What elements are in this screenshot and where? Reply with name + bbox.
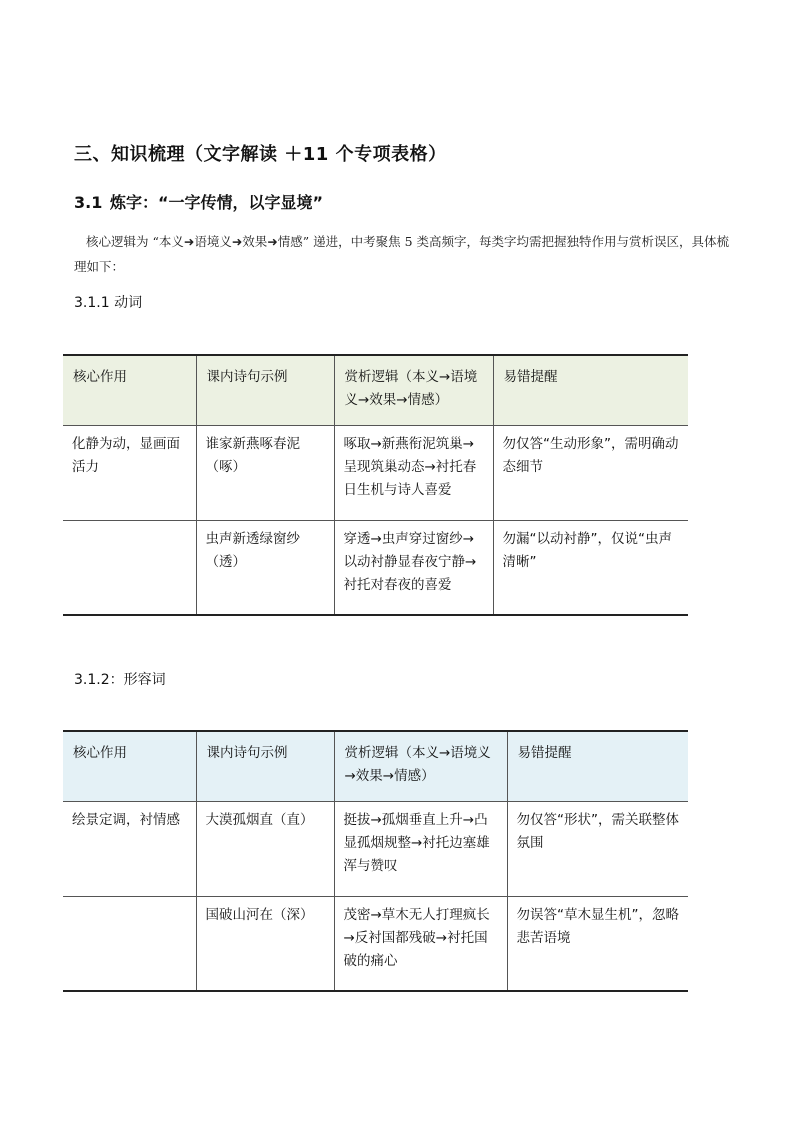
table-row (63, 801, 688, 896)
verb-table (63, 354, 688, 616)
header-mistake: 易错提醒 (507, 731, 688, 801)
header-analysis: 赏析逻辑（本义→语境义→效果→情感） (334, 355, 493, 425)
table-row (63, 520, 688, 615)
subsection-title: 炼字：“一字传情，以字显境” (110, 193, 324, 212)
cell-analysis: 穿透→虫声穿过窗纱→以动衬静显春夜宁静→衬托对春夜的喜爱 (334, 520, 493, 615)
header-example: 课内诗句示例 (196, 355, 334, 425)
cell-example: 大漠孤烟直（直） (196, 801, 334, 896)
section-heading: 三、知识梳理（文字解读 ＋11 个专项表格） (74, 144, 447, 165)
cell-core-role: 绘景定调，衬情感 (72, 811, 180, 828)
adjective-heading: 3.1.2：形容词 (74, 672, 166, 688)
table-header-row (63, 731, 688, 801)
subsection-number: 3.1 (74, 193, 103, 212)
cell-mistake: 勿仅答“生动形象”，需明确动态细节 (493, 425, 688, 520)
cell-core-role: 化静为动，显画面活力 (72, 435, 180, 475)
table-header-row (63, 355, 688, 425)
cell-example: 虫声新透绿窗纱（透） (196, 520, 334, 615)
header-core-role: 核心作用 (73, 369, 127, 385)
header-analysis: 赏析逻辑（本义→语境义→效果→情感） (334, 731, 507, 801)
verb-heading: 3.1.1 动词 (74, 295, 143, 311)
table-row (63, 425, 688, 520)
cell-mistake: 勿仅答“形状”，需关联整体氛围 (507, 801, 688, 896)
cell-analysis: 挺拔→孤烟垂直上升→凸显孤烟规整→衬托边塞雄浑与赞叹 (334, 801, 507, 896)
subsection-heading (74, 190, 323, 213)
cell-analysis: 啄取→新燕衔泥筑巢→呈现筑巢动态→衬托春日生机与诗人喜爱 (334, 425, 493, 520)
cell-example: 国破山河在（深） (196, 896, 334, 991)
header-core-role: 核心作用 (73, 745, 127, 761)
header-mistake: 易错提醒 (493, 355, 688, 425)
adjective-table (63, 730, 688, 992)
header-example: 课内诗句示例 (196, 731, 334, 801)
intro-paragraph: 核心逻辑为 “本义➜语境义➜效果➜情感” 递进，中考聚焦 5 类高频字，每类字均需把握独特作用与赏析误区，具体梳理如下： (74, 234, 730, 274)
cell-mistake: 勿漏“以动衬静”，仅说“虫声清晰” (493, 520, 688, 615)
cell-mistake: 勿误答“草木显生机”，忽略悲苦语境 (507, 896, 688, 991)
cell-core-role (63, 520, 196, 615)
cell-example: 谁家新燕啄春泥（啄） (196, 425, 334, 520)
table-row (63, 896, 688, 991)
cell-core-role (63, 896, 196, 991)
cell-analysis: 茂密→草木无人打理疯长→反衬国都残破→衬托国破的痛心 (334, 896, 507, 991)
